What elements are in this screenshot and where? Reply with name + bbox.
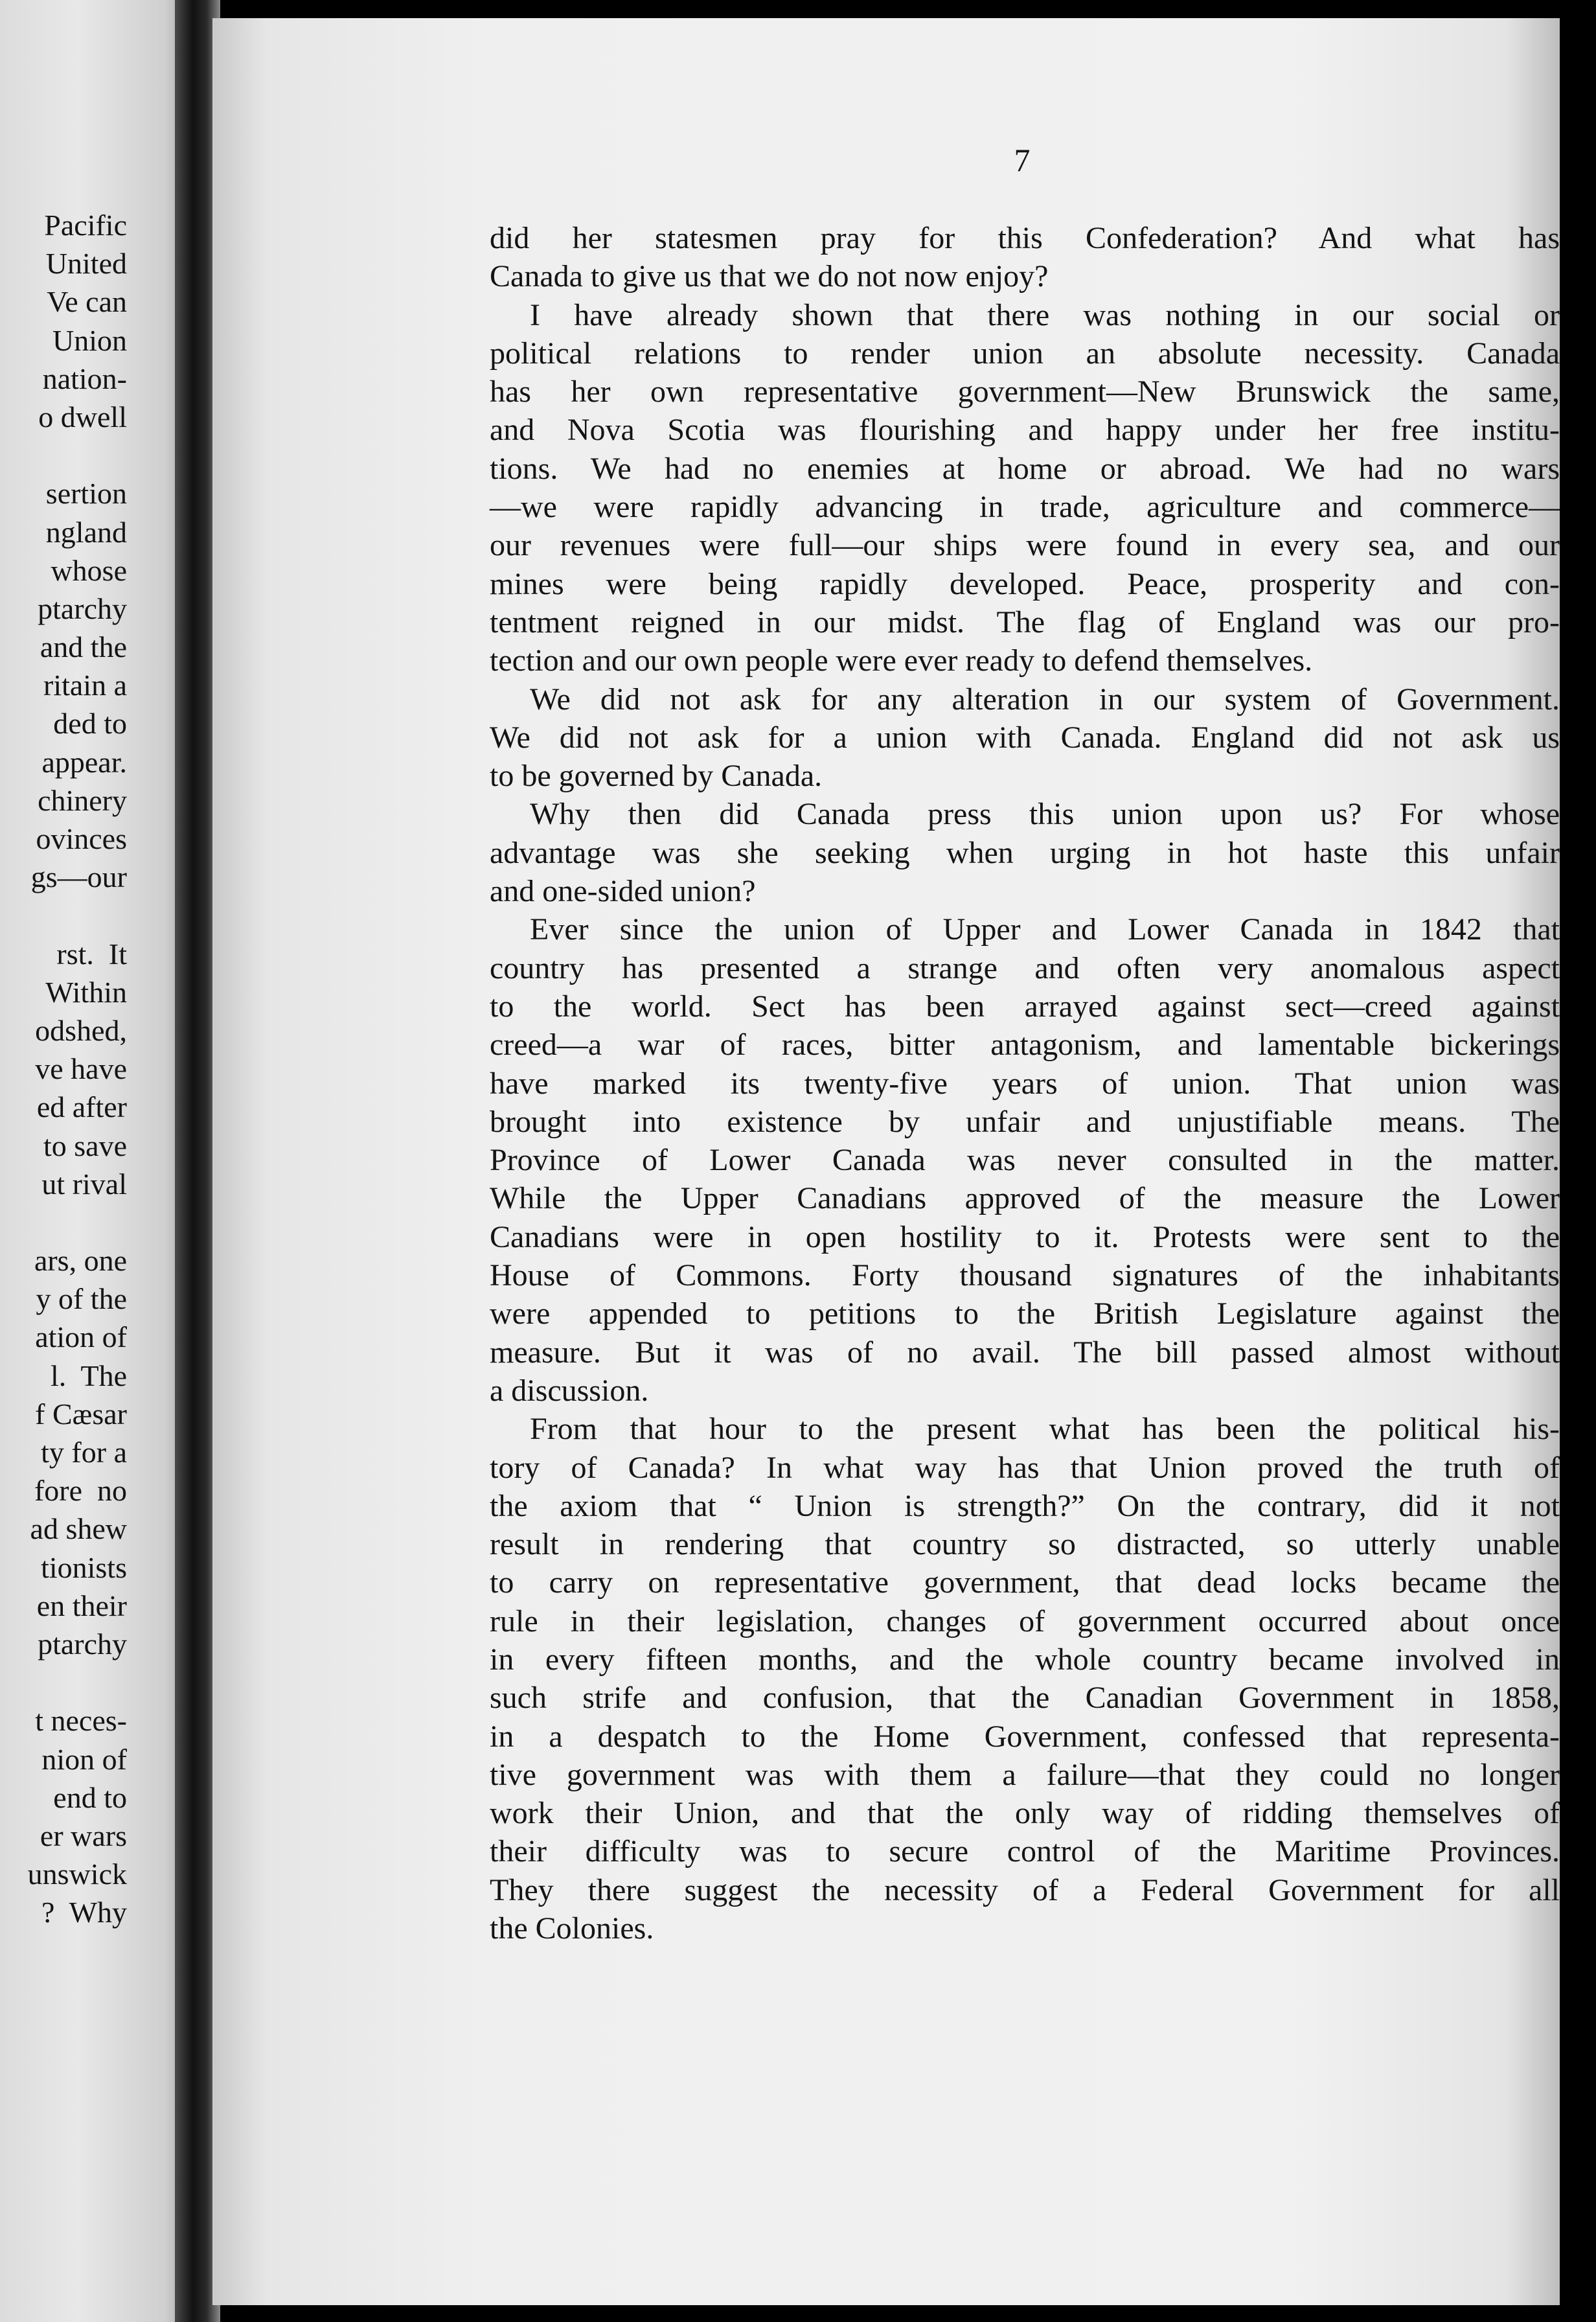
- text-line: Ever since the union of Upper and Lower Canada in 1842 that: [530, 912, 1560, 947]
- text-line: House of Commons. Forty thousand signatures of the inhabitants: [490, 1258, 1560, 1293]
- page-number: 7: [1014, 142, 1031, 178]
- previous-page-line: en their: [36, 1589, 127, 1622]
- text-line: work their Union, and that the only way of ridding themselves of: [490, 1796, 1560, 1831]
- previous-page-line: rst. It: [56, 937, 127, 971]
- text-line: We did not ask for a union with Canada. England did not ask us: [490, 720, 1560, 755]
- text-line: has her own representative government—New Brunswick the same,: [490, 374, 1560, 409]
- text-line: to be governed by Canada.: [490, 759, 823, 794]
- text-line: result in rendering that country so distracted, so utterly unable: [490, 1527, 1560, 1562]
- text-line: tection and our own people were ever ready to defend themselves.: [490, 643, 1313, 678]
- text-line: tentment reigned in our midst. The flag of England was our pro-: [490, 604, 1560, 639]
- current-page: [212, 18, 1560, 2305]
- previous-page-line: fore no: [34, 1474, 127, 1508]
- text-line: tions. We had no enemies at home or abroad. We had no wars: [490, 451, 1560, 486]
- previous-page-line: t neces-: [35, 1704, 127, 1738]
- previous-page-line: ars, one: [34, 1244, 127, 1278]
- previous-page-line: o dwell: [38, 400, 127, 433]
- previous-page-line: chinery: [38, 783, 127, 817]
- text-line: We did not ask for any alteration in our system of Government.: [530, 682, 1560, 717]
- text-line: to carry on representative government, that dead locks became the: [490, 1565, 1560, 1600]
- text-line: in every fifteen months, and the whole country became involved in: [490, 1642, 1560, 1677]
- previous-page-line: ? Why: [41, 1896, 127, 1929]
- text-line: did her statesmen pray for this Confederation? And what has: [490, 221, 1560, 255]
- previous-page-line: unswick: [27, 1857, 127, 1891]
- previous-page-line: f Cæsar: [35, 1397, 127, 1431]
- text-line: creed—a war of races, bitter antagonism, and lamentable bickerings: [490, 1028, 1560, 1063]
- text-line: tory of Canada? In what way has that Union proved the truth of: [490, 1450, 1560, 1485]
- text-line: While the Upper Canadians approved of the measure the Lower: [490, 1181, 1560, 1216]
- text-line: our revenues were full—our ships were found in every sea, and our: [490, 528, 1560, 563]
- previous-page-line: ovinces: [36, 822, 127, 855]
- previous-page-line: ation of: [35, 1320, 127, 1354]
- text-line: Why then did Canada press this union upon us? For whose: [530, 797, 1560, 832]
- previous-page-line: l. The: [51, 1359, 127, 1392]
- previous-page-fragment: [0, 0, 194, 2322]
- previous-page-line: to save: [43, 1129, 127, 1162]
- text-line: a discussion.: [490, 1373, 649, 1408]
- previous-page-line: er wars: [40, 1819, 127, 1852]
- text-line: in a despatch to the Home Government, confessed that representa-: [490, 1719, 1560, 1754]
- text-line: have marked its twenty-five years of union. That union was: [490, 1066, 1560, 1101]
- previous-page-line: nion of: [41, 1742, 127, 1776]
- text-line: their difficulty was to secure control of the Maritime Provinces.: [490, 1834, 1560, 1869]
- text-line: the Colonies.: [490, 1911, 654, 1946]
- text-line: From that hour to the present what has been the political his-: [530, 1412, 1560, 1447]
- scan-border: [1560, 0, 1596, 2322]
- previous-page-line: ad shew: [30, 1512, 127, 1546]
- text-line: —we were rapidly advancing in trade, agriculture and commerce—: [490, 490, 1560, 525]
- text-line: and one-sided union?: [490, 874, 756, 909]
- previous-page-line: ut rival: [41, 1167, 127, 1201]
- page-body-text: [490, 219, 1560, 1948]
- previous-page-text: [0, 206, 127, 1931]
- previous-page-line: ptarchy: [38, 592, 127, 625]
- text-line: measure. But it was of no avail. The bill passed almost without: [490, 1335, 1560, 1370]
- previous-page-line: [0, 1663, 127, 1701]
- text-line: the axiom that “ Union is strength?” On the contrary, did it not: [490, 1488, 1560, 1523]
- previous-page-line: [0, 1203, 127, 1241]
- text-line: They there suggest the necessity of a Federal Government for all: [490, 1872, 1560, 1907]
- previous-page-line: nation-: [42, 362, 127, 395]
- text-line: I have already shown that there was nothing in our social or: [530, 297, 1560, 332]
- previous-page-line: y of the: [36, 1282, 127, 1316]
- text-line: such strife and confusion, that the Canadian Government in 1858,: [490, 1681, 1560, 1716]
- text-line: political relations to render union an absolute necessity. Canada: [490, 336, 1560, 371]
- previous-page-line: ngland: [45, 515, 127, 549]
- previous-page-line: United: [45, 247, 127, 281]
- previous-page-line: Union: [52, 323, 127, 357]
- previous-page-line: Ve can: [47, 285, 127, 319]
- previous-page-line: and the: [40, 630, 127, 664]
- previous-page-line: [0, 896, 127, 934]
- text-line: rule in their legislation, changes of government occurred about once: [490, 1604, 1560, 1638]
- text-line: mines were being rapidly developed. Peace, prosperity and con-: [490, 566, 1560, 601]
- previous-page-line: ed after: [36, 1090, 127, 1124]
- previous-page-line: gs—our: [30, 860, 127, 894]
- previous-page-line: tionists: [41, 1550, 127, 1584]
- text-line: brought into existence by unfair and unjustifiable means. The: [490, 1104, 1560, 1139]
- previous-page-line: Pacific: [44, 209, 127, 242]
- previous-page-line: end to: [53, 1780, 127, 1814]
- previous-page-line: ty for a: [41, 1436, 127, 1469]
- previous-page-line: ritain a: [43, 669, 127, 702]
- previous-page-line: sertion: [45, 477, 127, 511]
- text-line: country has presented a strange and often very anomalous aspect: [490, 950, 1560, 985]
- text-line: Province of Lower Canada was never consulted in the matter.: [490, 1143, 1560, 1178]
- text-line: Canadians were in open hostility to it. Protests were sent to the: [490, 1219, 1560, 1254]
- previous-page-line: [0, 436, 127, 474]
- previous-page-line: ptarchy: [38, 1627, 127, 1661]
- previous-page-line: appear.: [41, 745, 127, 779]
- previous-page-line: Within: [45, 975, 127, 1009]
- previous-page-line: odshed,: [35, 1013, 127, 1047]
- previous-page-line: ded to: [53, 707, 127, 741]
- text-line: Canada to give us that we do not now enjoy?: [490, 259, 1049, 294]
- text-line: advantage was she seeking when urging in hot haste this unfair: [490, 835, 1560, 870]
- text-line: and Nova Scotia was flourishing and happy under her free institu-: [490, 413, 1560, 448]
- text-line: to the world. Sect has been arrayed against sect—creed against: [490, 989, 1560, 1024]
- previous-page-line: whose: [51, 553, 127, 587]
- text-line: were appended to petitions to the British Legislature against the: [490, 1296, 1560, 1331]
- previous-page-line: ve have: [35, 1052, 127, 1086]
- text-line: tive government was with them a failure—that they could no longer: [490, 1757, 1560, 1792]
